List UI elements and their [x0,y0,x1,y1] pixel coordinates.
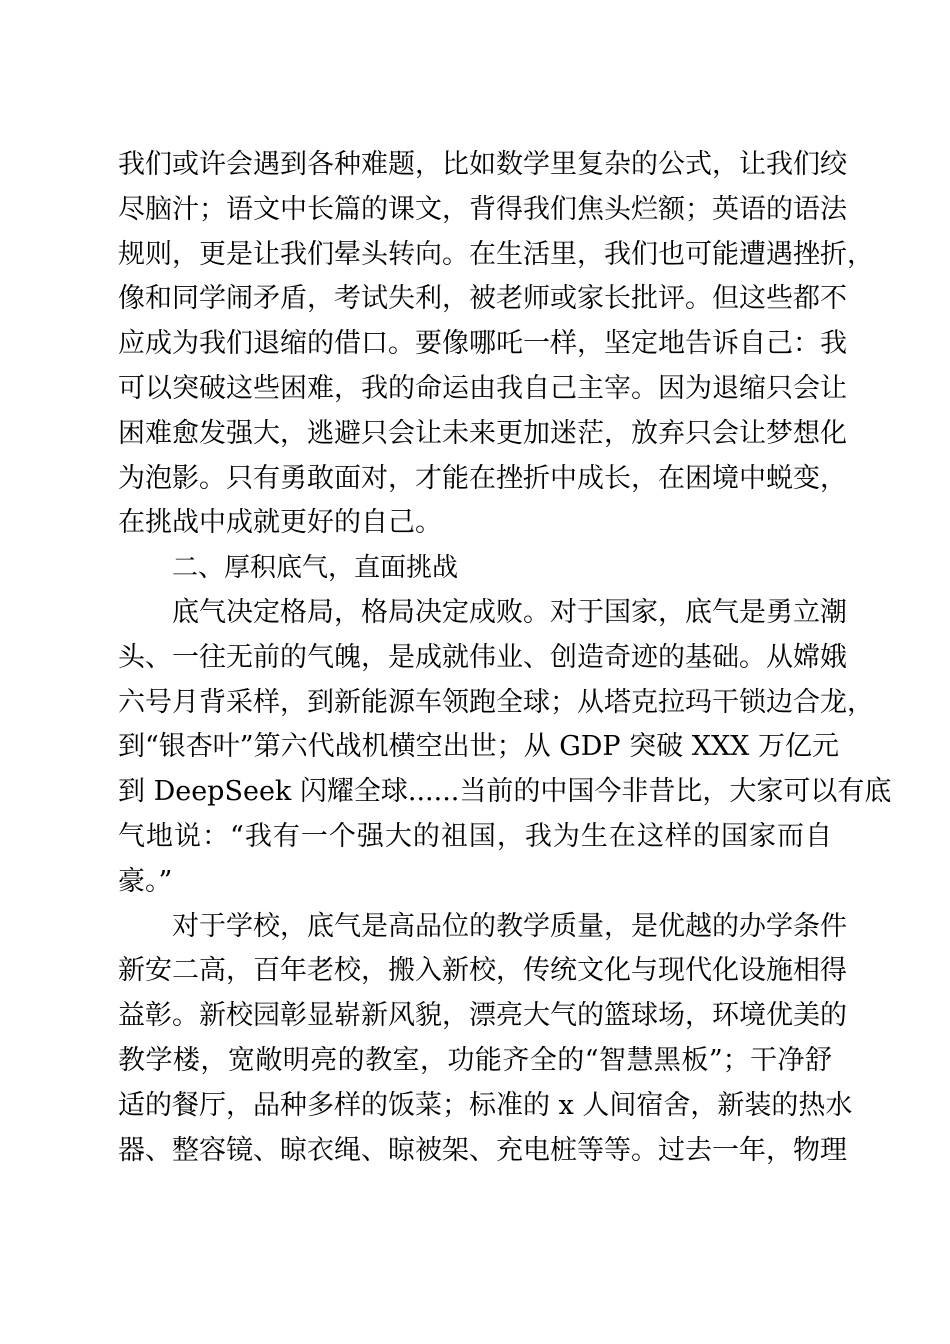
paragraph-line: 尽脑汁；语文中长篇的课文，背得我们焦头烂额；英语的语法 [118,193,847,225]
paragraph-line: 六号月背采样，到新能源车领跑全球；从塔克拉玛干锁边合龙， [118,686,874,718]
paragraph-line: 新安二高，百年老校，搬入新校，传统文化与现代化设施相得 [118,955,847,987]
paragraph-line: 器、整容镜、晾衣绳、晾被架、充电桩等等。过去一年，物理 [118,1134,847,1166]
paragraph-line: 像和同学闹矛盾，考试失利，被老师或家长批评。但这些都不 [118,283,847,315]
section-heading: 二、厚积底气，直面挑战 [172,553,459,584]
paragraph-line: 规则，更是让我们晕头转向。在生活里，我们也可能遭遇挫折， [118,238,874,270]
paragraph-line: 豪。” [118,865,173,897]
paragraph-line: 头、一往无前的气魄，是成就伟业、创造奇迹的基础。从嫦娥 [118,641,847,673]
paragraph-line: 到“银杏叶”第六代战机横空出世；从 GDP 突破 XXX 万亿元 [118,731,839,763]
paragraph-line: 益彰。新校园彰显崭新风貌，漂亮大气的篮球场，环境优美的 [118,1000,847,1032]
paragraph-line: 适的餐厅，品种多样的饭菜；标准的 x 人间宿舍，新装的热水 [118,1089,853,1121]
paragraph-line: 气地说：“我有一个强大的祖国，我为生在这样的国家而自 [118,820,832,852]
paragraph-line: 可以突破这些困难，我的命运由我自己主宰。因为退缩只会让 [118,372,847,404]
paragraph-line: 对于学校，底气是高品位的教学质量，是优越的办学条件 [172,910,847,942]
paragraph-line: 到 DeepSeek 闪耀全球......当前的中国今非昔比，大家可以有底 [118,776,892,808]
paragraph-line: 我们或许会遇到各种难题，比如数学里复杂的公式，让我们绞 [118,149,847,180]
paragraph-line: 困难愈发强大，逃避只会让未来更加迷茫，放弃只会让梦想化 [118,417,847,449]
paragraph-line: 教学楼，宽敞明亮的教室，功能齐全的“智慧黑板”；干净舒 [118,1044,832,1076]
paragraph-line: 在挑战中成就更好的自己。 [118,507,442,539]
document-body [118,143,892,1173]
paragraph-line: 为泡影。只有勇敢面对，才能在挫折中成长，在困境中蜕变， [118,462,847,494]
paragraph-line: 应成为我们退缩的借口。要像哪吒一样，坚定地告诉自己：我 [118,328,847,360]
paragraph-line: 底气决定格局，格局决定成败。对于国家，底气是勇立潮 [172,596,847,628]
